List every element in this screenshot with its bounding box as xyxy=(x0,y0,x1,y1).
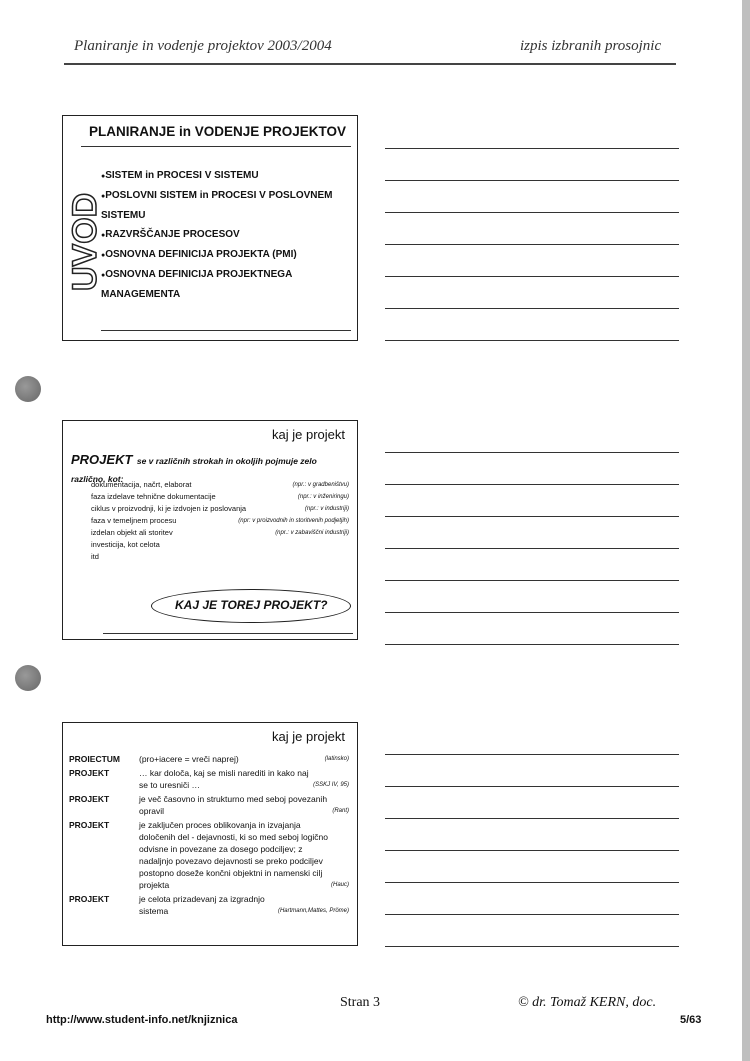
topic-item: ● SISTEM in PROCESI V SISTEMU xyxy=(101,166,351,186)
topic-item: ● OSNOVNA DEFINICIJA PROJEKTA (PMI) xyxy=(101,245,351,265)
side-label: UVOD xyxy=(66,192,104,292)
slide-heading: kaj je projekt xyxy=(272,729,345,744)
header-subtitle: izpis izbranih prosojnic xyxy=(520,38,662,54)
usage-list xyxy=(63,479,359,563)
list-item: faza v temeljnem procesu (npr: v proizvodnih in storitvenih podjetjih) xyxy=(91,516,349,525)
definition-row: PROJEKT je celota prizadevanj za izgradnjo sistema (Hartmann,Mattes, Pröme) xyxy=(69,894,349,916)
slide-uvod xyxy=(62,115,358,341)
list-item: faza izdelave tehnične dokumentacije (npr.: v inženiringu) xyxy=(91,492,349,501)
header-rule xyxy=(64,63,676,65)
list-item: ciklus v proizvodnji, ki je izdvojen iz poslovanja (npr.: v industriji) xyxy=(91,504,349,513)
list-item: investicija, kot celota xyxy=(91,540,160,549)
list-item: izdelan objekt ali storitev (npr.: v zabaviščni industriji) xyxy=(91,528,349,537)
list-item: itd xyxy=(91,552,99,561)
definition-row: PROIECTUM (pro+iacere = vreči naprej) (latinsko) xyxy=(69,754,349,764)
author: © dr. Tomaž KERN, doc. xyxy=(518,995,657,1010)
source-url[interactable]: http://www.student-info.net/knjiznica xyxy=(46,1014,238,1026)
scan-edge xyxy=(742,0,750,1061)
bottom-rule xyxy=(103,633,353,634)
page-number: Stran 3 xyxy=(340,995,381,1010)
slide-kaj-je-projekt-1 xyxy=(62,420,358,640)
list-item: dokumentacija, načrt, elaborat (npr.: v gradbeništvu) xyxy=(91,480,349,489)
definition-row: PROJEKT je zaključen proces oblikovanja in izvajanja določenih del - dejavnosti, ki so med seboj logično odvisne in povezane za dosego podciljev; z nadaljnjo povezavo dejavnosti se preko podciljev postopno doseže končni objektni in namenski cilj projekta (Hauc) xyxy=(69,820,349,890)
topic-item: ● RAZVRŠČANJE PROCESOV xyxy=(101,225,351,245)
slide-title: PLANIRANJE in VODENJE PROJEKTOV xyxy=(89,124,347,139)
slide-kaj-je-projekt-2 xyxy=(62,722,358,946)
topic-item: ● POSLOVNI SISTEM in PROCESI V POSLOVNEM SISTEMU xyxy=(101,186,351,225)
cloud-text: KAJ JE TOREJ PROJEKT? xyxy=(175,598,328,612)
punch-hole xyxy=(15,665,41,691)
page-count: 5/63 xyxy=(680,1014,702,1026)
lead-term: PROJEKT xyxy=(71,452,133,467)
topic-item: ● OSNOVNA DEFINICIJA PROJEKTNEGA MANAGEMENTA xyxy=(101,265,351,304)
topic-list xyxy=(101,166,351,304)
title-rule xyxy=(81,146,351,147)
bottom-rule xyxy=(101,330,351,331)
definition-row: PROJEKT je več časovno in strukturno med seboj povezanih opravil (Rant) xyxy=(69,794,349,816)
lead-text: se v različnih strokah in okoljih pojmuje zelo različno, kot: xyxy=(71,456,317,484)
punch-hole xyxy=(15,376,41,402)
slide-heading: kaj je projekt xyxy=(272,427,345,442)
definition-row: PROJEKT … kar določa, kaj se misli narediti in kako naj se to uresniči … (SSKJ IV, 95) xyxy=(69,768,349,790)
header-title: Planiranje in vodenje projektov 2003/2004 xyxy=(74,38,332,54)
definition-list xyxy=(63,753,357,917)
